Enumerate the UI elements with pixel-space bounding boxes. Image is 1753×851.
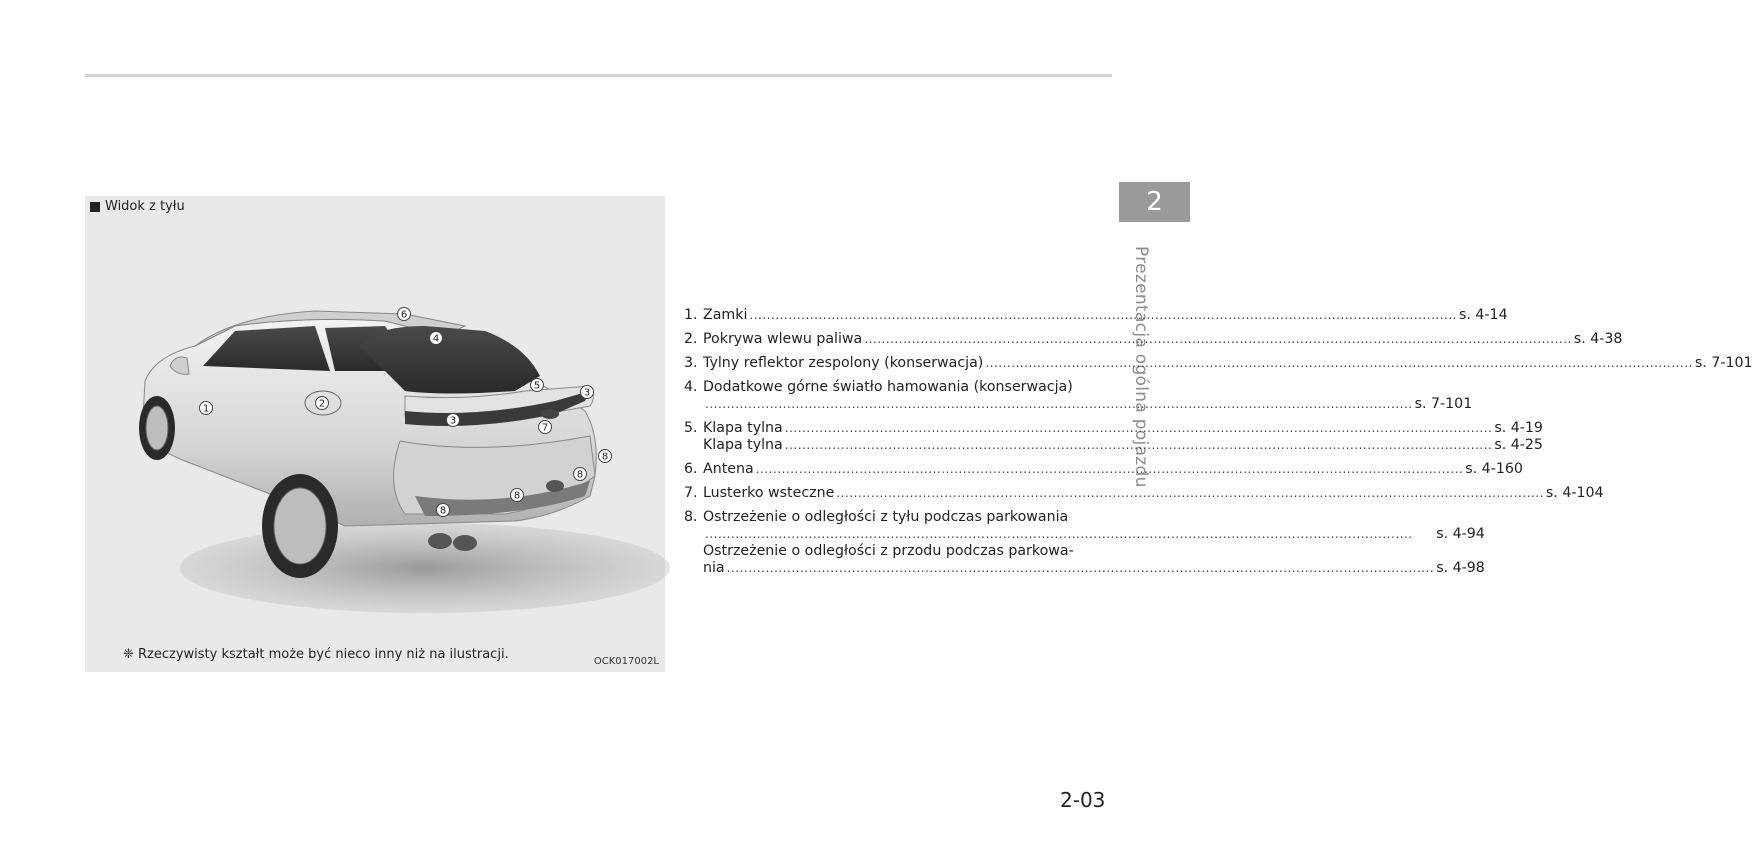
callout-8-d — [437, 504, 450, 517]
item-label: Pokrywa wlewu paliwa — [703, 331, 863, 347]
chapter-tab: 2 — [1119, 182, 1190, 222]
exhaust-right — [546, 480, 564, 492]
callout-6 — [398, 308, 411, 321]
item-label: Klapa tylna — [703, 420, 783, 436]
callout-7 — [539, 421, 552, 434]
callout-8-a — [599, 450, 612, 463]
square-bullet-icon — [90, 202, 100, 212]
list-item-7 — [684, 485, 1604, 502]
item-number: 2. — [684, 331, 698, 347]
svg-text:7: 7 — [541, 422, 549, 434]
item-page-ref: s. 7-101 — [1414, 396, 1473, 412]
callout-3-left — [447, 414, 460, 427]
item-page-ref: s. 4-38 — [1573, 331, 1623, 347]
item-label: Lusterko wsteczne — [703, 485, 835, 501]
item-number: 3. — [684, 355, 698, 371]
callout-4 — [430, 332, 443, 345]
item-number: 4. — [684, 379, 698, 395]
svg-text:8: 8 — [513, 490, 521, 502]
item-number: 1. — [684, 307, 698, 323]
svg-text:4: 4 — [432, 333, 440, 345]
chapter-title: Prezentacja ogólna pojazdu — [1131, 246, 1151, 488]
item-title: Ostrzeżenie o odległości z tyłu podczas parkowania — [703, 509, 1069, 525]
item-label-2: Klapa tylna — [703, 437, 783, 453]
item-label: Antena — [703, 461, 754, 477]
item-page-ref: s. 4-160 — [1465, 461, 1523, 477]
list-item-3 — [684, 355, 1753, 372]
item-title-2: Ostrzeżenie o odległości z przodu podczas parkowa- — [703, 543, 1074, 559]
item-number: 7. — [684, 485, 698, 501]
header-rule — [85, 74, 1112, 77]
callout-8-c — [511, 489, 524, 502]
item-page-ref: s. 4-94 — [1436, 526, 1485, 542]
list-item-1 — [684, 307, 1508, 324]
car-rear-illustration — [85, 196, 665, 672]
callout-1 — [200, 402, 213, 415]
item-title: Dodatkowe górne światło hamowania (konserwacja) — [703, 379, 1073, 395]
callout-2 — [316, 397, 329, 410]
item-page-ref: s. 7-101 — [1694, 355, 1753, 371]
item-label: Zamki — [703, 307, 748, 323]
svg-text:3: 3 — [583, 387, 591, 399]
rear-rim — [274, 488, 326, 564]
rear-emblem — [541, 409, 559, 419]
item-number: 8. — [684, 509, 698, 525]
svg-text:3: 3 — [449, 415, 457, 427]
exhaust-left — [428, 533, 452, 549]
rear-view-figure — [85, 196, 665, 672]
item-page-ref: s. 4-19 — [1494, 420, 1543, 436]
item-page-ref: s. 4-104 — [1545, 485, 1604, 501]
svg-text:5: 5 — [533, 380, 541, 392]
list-item-8 — [684, 509, 1485, 577]
figure-code: OCK017002L — [593, 656, 659, 667]
svg-text:6: 6 — [400, 309, 408, 321]
item-label: Tylny reflektor zespolony (konserwacja) — [703, 355, 984, 371]
ground-shadow — [180, 523, 670, 613]
figure-note: ❈ Rzeczywisty kształt może być nieco inny niż na ilustracji. — [123, 647, 509, 662]
list-item-4 — [684, 379, 1473, 413]
list-item-2 — [684, 331, 1623, 348]
svg-text:8: 8 — [601, 451, 609, 463]
item-page-ref: s. 4-14 — [1458, 307, 1508, 323]
figure-caption — [90, 199, 185, 214]
item-page-ref-2: s. 4-25 — [1494, 437, 1543, 453]
item-number: 5. — [684, 420, 698, 436]
callout-3-right — [581, 386, 594, 399]
svg-text:8: 8 — [439, 505, 447, 517]
svg-text:2: 2 — [318, 398, 326, 410]
svg-text:1: 1 — [202, 403, 210, 415]
list-item-5 — [684, 420, 1543, 454]
page-number: 2-03 — [1060, 788, 1106, 812]
svg-text:8: 8 — [576, 469, 584, 481]
item-number: 6. — [684, 461, 698, 477]
callout-8-b — [574, 468, 587, 481]
item-page-ref-2: s. 4-98 — [1436, 560, 1485, 576]
front-rim — [146, 406, 168, 450]
callout-5 — [531, 379, 544, 392]
item-label-2: nia — [703, 560, 725, 576]
list-item-6 — [684, 461, 1523, 478]
figure-caption-text: Widok z tyłu — [105, 199, 185, 214]
exhaust-left-2 — [453, 535, 477, 551]
